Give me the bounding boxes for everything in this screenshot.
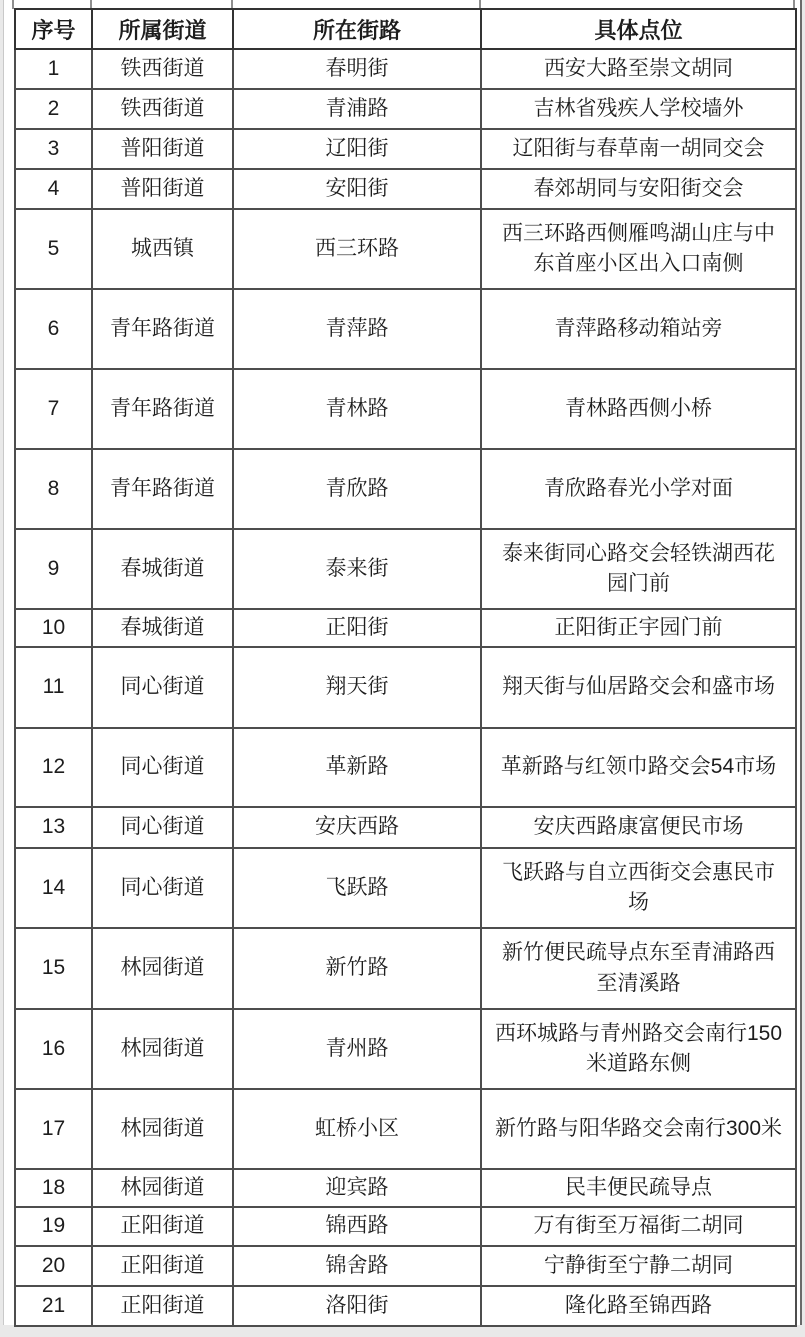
cell-road: 青州路 — [233, 1009, 481, 1089]
cell-seq: 14 — [15, 848, 92, 928]
cell-seq: 1 — [15, 49, 92, 89]
cell-location: 泰来街同心路交会轻铁湖西花园门前 — [481, 529, 796, 609]
cell-road: 革新路 — [233, 728, 481, 807]
cell-location: 万有街至万福街二胡同 — [481, 1207, 796, 1246]
cell-location: 新竹路与阳华路交会南行300米 — [481, 1089, 796, 1169]
cell-seq: 10 — [15, 609, 92, 647]
cell-location: 青林路西侧小桥 — [481, 369, 796, 449]
cell-location: 辽阳街与春草南一胡同交会 — [481, 129, 796, 169]
cell-seq: 12 — [15, 728, 92, 807]
table-sheet — [3, 0, 802, 1325]
cell-street: 林园街道 — [92, 1009, 233, 1089]
cell-seq: 5 — [15, 209, 92, 289]
cell-location: 西安大路至崇文胡同 — [481, 49, 796, 89]
cell-street: 青年路街道 — [92, 369, 233, 449]
cell-street: 青年路街道 — [92, 289, 233, 369]
cell-road: 洛阳街 — [233, 1286, 481, 1326]
table-row — [15, 728, 796, 807]
cell-street: 铁西街道 — [92, 49, 233, 89]
cell-road: 春明街 — [233, 49, 481, 89]
cell-road: 虹桥小区 — [233, 1089, 481, 1169]
cell-street: 林园街道 — [92, 928, 233, 1009]
cell-street: 同心街道 — [92, 848, 233, 928]
table-row — [15, 1286, 796, 1326]
col-header-seq: 序号 — [15, 9, 92, 49]
cell-street: 春城街道 — [92, 529, 233, 609]
cell-location: 青欣路春光小学对面 — [481, 449, 796, 529]
cell-street: 同心街道 — [92, 647, 233, 728]
table-row — [15, 1246, 796, 1286]
table-row — [15, 1169, 796, 1207]
table-body — [15, 49, 796, 1326]
cell-road: 锦西路 — [233, 1207, 481, 1246]
cell-road: 青萍路 — [233, 289, 481, 369]
table-row — [15, 1207, 796, 1246]
table-row — [15, 169, 796, 209]
cell-location: 吉林省残疾人学校墙外 — [481, 89, 796, 129]
cell-location: 新竹便民疏导点东至青浦路西至清溪路 — [481, 928, 796, 1009]
cell-seq: 4 — [15, 169, 92, 209]
cell-road: 辽阳街 — [233, 129, 481, 169]
cell-seq: 13 — [15, 807, 92, 848]
col-header-street: 所属街道 — [92, 9, 233, 49]
cell-street: 同心街道 — [92, 807, 233, 848]
cell-street: 普阳街道 — [92, 129, 233, 169]
cell-location: 飞跃路与自立西街交会惠民市场 — [481, 848, 796, 928]
table-row — [15, 1009, 796, 1089]
cell-street: 同心街道 — [92, 728, 233, 807]
cell-seq: 16 — [15, 1009, 92, 1089]
cell-street: 正阳街道 — [92, 1246, 233, 1286]
cell-road: 安阳街 — [233, 169, 481, 209]
cell-seq: 3 — [15, 129, 92, 169]
cell-street: 青年路街道 — [92, 449, 233, 529]
cell-seq: 9 — [15, 529, 92, 609]
cell-road: 安庆西路 — [233, 807, 481, 848]
cell-seq: 6 — [15, 289, 92, 369]
cell-road: 泰来街 — [233, 529, 481, 609]
cell-street: 林园街道 — [92, 1089, 233, 1169]
cell-location: 正阳街正宇园门前 — [481, 609, 796, 647]
cell-street: 正阳街道 — [92, 1286, 233, 1326]
cell-seq: 15 — [15, 928, 92, 1009]
cell-street: 正阳街道 — [92, 1207, 233, 1246]
cell-seq: 11 — [15, 647, 92, 728]
cell-seq: 7 — [15, 369, 92, 449]
cell-street: 铁西街道 — [92, 89, 233, 129]
cell-seq: 18 — [15, 1169, 92, 1207]
cell-seq: 17 — [15, 1089, 92, 1169]
cell-location: 西三环路西侧雁鸣湖山庄与中东首座小区出入口南侧 — [481, 209, 796, 289]
table-row — [15, 1089, 796, 1169]
table-row — [15, 89, 796, 129]
cell-location: 春郊胡同与安阳街交会 — [481, 169, 796, 209]
col-header-road: 所在街路 — [233, 9, 481, 49]
table-row — [15, 609, 796, 647]
table-row — [15, 529, 796, 609]
cell-road: 翔天街 — [233, 647, 481, 728]
cell-location: 革新路与红领巾路交会54市场 — [481, 728, 796, 807]
cell-street: 春城街道 — [92, 609, 233, 647]
table-row — [15, 289, 796, 369]
cell-seq: 21 — [15, 1286, 92, 1326]
table-row — [15, 129, 796, 169]
cell-seq: 20 — [15, 1246, 92, 1286]
street-points-table — [14, 8, 797, 1327]
cell-street: 城西镇 — [92, 209, 233, 289]
cell-location: 翔天街与仙居路交会和盛市场 — [481, 647, 796, 728]
cell-location: 隆化路至锦西路 — [481, 1286, 796, 1326]
table-row — [15, 49, 796, 89]
table-row — [15, 449, 796, 529]
table-row — [15, 928, 796, 1009]
cell-road: 西三环路 — [233, 209, 481, 289]
table-row — [15, 647, 796, 728]
cell-road: 青林路 — [233, 369, 481, 449]
cell-road: 正阳街 — [233, 609, 481, 647]
cell-location: 西环城路与青州路交会南行150米道路东侧 — [481, 1009, 796, 1089]
cell-location: 青萍路移动箱站旁 — [481, 289, 796, 369]
cell-location: 宁静街至宁静二胡同 — [481, 1246, 796, 1286]
cell-location: 民丰便民疏导点 — [481, 1169, 796, 1207]
cell-road: 新竹路 — [233, 928, 481, 1009]
cell-seq: 8 — [15, 449, 92, 529]
col-header-location: 具体点位 — [481, 9, 796, 49]
cell-street: 林园街道 — [92, 1169, 233, 1207]
cell-seq: 2 — [15, 89, 92, 129]
cell-seq: 19 — [15, 1207, 92, 1246]
table-row — [15, 848, 796, 928]
cell-road: 锦舍路 — [233, 1246, 481, 1286]
cell-road: 飞跃路 — [233, 848, 481, 928]
table-row — [15, 369, 796, 449]
table-row — [15, 209, 796, 289]
cell-location: 安庆西路康富便民市场 — [481, 807, 796, 848]
table-header-row — [15, 9, 796, 49]
cell-road: 青浦路 — [233, 89, 481, 129]
cell-street: 普阳街道 — [92, 169, 233, 209]
cell-road: 青欣路 — [233, 449, 481, 529]
cell-road: 迎宾路 — [233, 1169, 481, 1207]
table-row — [15, 807, 796, 848]
